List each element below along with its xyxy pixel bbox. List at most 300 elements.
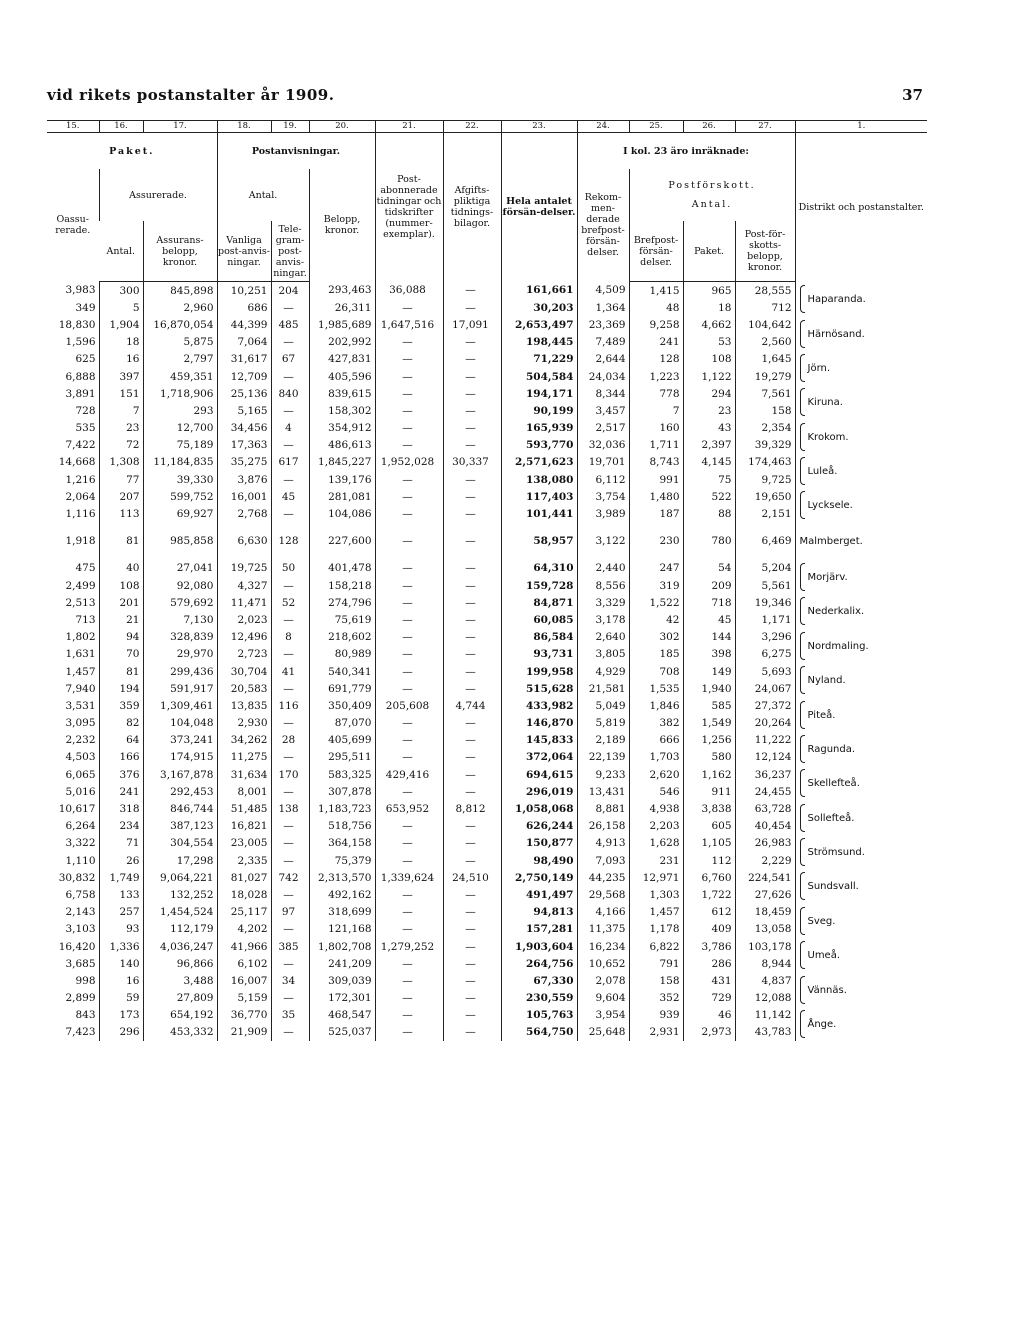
table-cell: 112,179	[143, 921, 217, 938]
brace-icon	[800, 597, 805, 625]
table-cell: 8,881	[577, 800, 629, 817]
table-cell: 24,510	[443, 869, 501, 886]
table-cell: 90,199	[501, 402, 577, 419]
table-cell: 231	[629, 852, 683, 869]
table-cell: 18,459	[735, 904, 795, 921]
table-cell: 1,845,227	[309, 454, 375, 471]
district-name: Umeå.	[807, 950, 841, 962]
table-cell: 1,522	[629, 594, 683, 611]
table-cell: 40	[99, 560, 143, 577]
district-cell	[795, 420, 927, 454]
table-cell: 121,168	[309, 921, 375, 938]
table-cell: 1,339,624	[375, 869, 443, 886]
table-cell: 281,081	[309, 488, 375, 505]
table-cell: 778	[629, 385, 683, 402]
district-name: Nyland.	[807, 675, 846, 687]
spacer-cell	[99, 550, 143, 560]
table-cell: 2,313,570	[309, 869, 375, 886]
table-cell: 1,336	[99, 938, 143, 955]
table-cell: 11,142	[735, 1007, 795, 1024]
postal-table	[47, 120, 927, 1041]
table-row	[47, 560, 927, 577]
table-cell: 64	[99, 732, 143, 749]
table-cell: 1,940	[683, 680, 735, 697]
table-cell: 108	[99, 577, 143, 594]
table-cell: —	[271, 505, 309, 522]
table-cell: 2,517	[577, 420, 629, 437]
header-distrikt: Distrikt och postanstalter.	[795, 133, 927, 282]
table-cell: 742	[271, 869, 309, 886]
table-cell: 20,264	[735, 715, 795, 732]
header-rekommenderade: Rekom-men-derade brefpost-försän-delser.	[577, 169, 629, 282]
table-cell: 6,264	[65, 820, 96, 833]
table-cell: 3,167,878	[143, 766, 217, 783]
table-cell: 34,456	[217, 420, 271, 437]
table-cell: 108	[683, 351, 735, 368]
table-cell: 840	[271, 385, 309, 402]
table-cell: 31,634	[217, 766, 271, 783]
table-cell: 2,064	[65, 490, 96, 503]
table-cell: —	[443, 611, 501, 628]
table-cell: 145,833	[501, 732, 577, 749]
table-cell: 1,749	[99, 869, 143, 886]
table-cell: 939	[629, 1007, 683, 1024]
table-cell: 2,750,149	[501, 869, 577, 886]
table-cell: 475	[75, 562, 96, 575]
table-cell: 2,499	[65, 579, 96, 592]
table-cell: 8,556	[577, 577, 629, 594]
table-cell: 843	[75, 1009, 96, 1022]
table-cell: 8	[271, 629, 309, 646]
table-cell: 116	[271, 697, 309, 714]
brace-icon	[800, 388, 805, 416]
district-name: Strömsund.	[807, 847, 865, 858]
district-cell	[795, 351, 927, 385]
table-cell: 7,422	[65, 439, 96, 452]
table-cell: —	[375, 368, 443, 385]
table-cell: 139,176	[309, 471, 375, 488]
table-cell: 173	[99, 1007, 143, 1024]
table-cell: 1,364	[577, 299, 629, 316]
table-cell: 9,725	[735, 471, 795, 488]
header-antal: Antal.	[217, 169, 309, 221]
table-cell: —	[443, 732, 501, 749]
page-header	[47, 86, 923, 106]
district-name: Nordmaling.	[807, 640, 869, 652]
spacer-cell	[309, 523, 375, 533]
table-cell: 515,628	[501, 680, 577, 697]
table-cell: —	[443, 663, 501, 680]
table-cell: 52	[271, 594, 309, 611]
table-cell: 612	[683, 904, 735, 921]
table-cell: 10,251	[217, 282, 271, 300]
table-cell: —	[375, 732, 443, 749]
table-cell: 93,731	[501, 646, 577, 663]
table-cell: 32,036	[577, 437, 629, 454]
table-cell: 3,095	[65, 717, 96, 730]
table-cell: 21,909	[217, 1024, 271, 1041]
table-cell: 2,768	[217, 505, 271, 522]
table-cell: 6,760	[683, 869, 735, 886]
table-cell: 3,178	[577, 611, 629, 628]
table-cell: 187	[629, 505, 683, 522]
table-cell: 2,723	[217, 646, 271, 663]
table-cell: 34,262	[217, 732, 271, 749]
spacer-cell	[47, 523, 99, 533]
table-cell: 518,756	[309, 818, 375, 835]
table-cell: 30,203	[501, 299, 577, 316]
table-cell: 72	[99, 437, 143, 454]
table-cell: 17,091	[443, 316, 501, 333]
table-cell: 5,165	[217, 402, 271, 419]
table-cell: 309,039	[309, 972, 375, 989]
table-cell: —	[375, 385, 443, 402]
district-name: Vännäs.	[807, 984, 847, 996]
table-cell: 104,086	[309, 505, 375, 522]
header-post-abonnerade: Post-abonnerade tidningar och tidskrifter (nummer-exemplar).	[375, 133, 443, 282]
spacer-cell	[443, 550, 501, 560]
table-cell: 5,016	[65, 785, 96, 798]
table-cell: 12,700	[143, 420, 217, 437]
table-cell: 25,648	[577, 1024, 629, 1041]
spacer-cell	[795, 523, 927, 533]
table-cell: 319	[629, 577, 683, 594]
district-name: Jörn.	[807, 362, 831, 374]
table-cell: 23,005	[217, 835, 271, 852]
brace-icon	[800, 907, 805, 935]
table-cell: 48	[629, 299, 683, 316]
table-cell: 6,888	[65, 370, 96, 383]
colnum-1: 1.	[795, 121, 927, 133]
table-cell: —	[375, 334, 443, 351]
spacer-cell	[375, 523, 443, 533]
table-cell: 626,244	[501, 818, 577, 835]
table-cell: 691,779	[309, 680, 375, 697]
table-cell: —	[375, 402, 443, 419]
table-row	[47, 594, 927, 611]
table-cell: 14,668	[58, 456, 96, 469]
table-cell: 19,279	[735, 368, 795, 385]
brace-icon	[800, 491, 805, 519]
table-cell: 44,235	[577, 869, 629, 886]
table-cell: 2,232	[65, 734, 96, 747]
table-cell: 117,403	[501, 488, 577, 505]
spacer-cell	[375, 550, 443, 560]
table-cell: 713	[75, 613, 96, 626]
district-name: Luleå.	[807, 466, 838, 478]
table-cell: 398	[683, 646, 735, 663]
table-cell: 174,915	[143, 749, 217, 766]
table-cell: 150,877	[501, 835, 577, 852]
table-cell: 546	[629, 783, 683, 800]
table-cell: —	[375, 715, 443, 732]
table-cell: 3,805	[577, 646, 629, 663]
table-cell: —	[271, 921, 309, 938]
district-cell	[795, 594, 927, 628]
table-cell: —	[271, 577, 309, 594]
table-cell: 8,001	[217, 783, 271, 800]
table-cell: 387,123	[143, 818, 217, 835]
table-row	[47, 663, 927, 680]
district-cell	[795, 869, 927, 903]
table-cell: —	[375, 299, 443, 316]
colnum-26: 26.	[683, 121, 735, 133]
table-cell: —	[443, 533, 501, 550]
colnum-16: 16.	[99, 121, 143, 133]
spacer-cell	[143, 523, 217, 533]
brace-icon	[800, 1010, 805, 1038]
table-cell: 4	[271, 420, 309, 437]
table-cell: 654,192	[143, 1007, 217, 1024]
table-cell: 5,561	[735, 577, 795, 594]
table-cell: 1,058,068	[501, 800, 577, 817]
table-cell: 92,080	[143, 577, 217, 594]
table-cell: 12,088	[735, 990, 795, 1007]
table-cell: 7	[99, 402, 143, 419]
table-cell: 34	[271, 972, 309, 989]
table-cell: 140	[99, 955, 143, 972]
table-cell: 6,112	[577, 471, 629, 488]
table-cell: 87,070	[309, 715, 375, 732]
table-cell: 18,028	[217, 886, 271, 903]
table-cell: 6,102	[217, 955, 271, 972]
table-cell: 1,480	[629, 488, 683, 505]
table-cell: 1,535	[629, 680, 683, 697]
table-cell: 24,455	[735, 783, 795, 800]
table-cell: 4,509	[577, 282, 629, 300]
table-cell: 4,327	[217, 577, 271, 594]
running-title: vid rikets postanstalter år 1909.	[47, 86, 335, 104]
table-cell: 1,457	[629, 904, 683, 921]
table-cell: 780	[683, 533, 735, 550]
table-cell: —	[271, 334, 309, 351]
table-cell: 241,209	[309, 955, 375, 972]
table-cell: 540,341	[309, 663, 375, 680]
district-name: Krokom.	[807, 431, 849, 443]
district-cell	[795, 732, 927, 766]
table-cell: 3,876	[217, 471, 271, 488]
table-cell: 3,786	[683, 938, 735, 955]
table-cell: 4,166	[577, 904, 629, 921]
table-cell: —	[375, 505, 443, 522]
table-cell: 6,469	[735, 533, 795, 550]
table-row	[47, 766, 927, 783]
table-cell: 2,189	[577, 732, 629, 749]
table-cell: 172,301	[309, 990, 375, 1007]
table-cell: 293	[143, 402, 217, 419]
table-row	[47, 800, 927, 817]
table-cell: 18	[99, 334, 143, 351]
brace-icon	[800, 666, 805, 694]
table-cell: 13,431	[577, 783, 629, 800]
table-cell: 198,445	[501, 334, 577, 351]
table-cell: 372,064	[501, 749, 577, 766]
spacer-cell	[629, 523, 683, 533]
table-cell: —	[375, 420, 443, 437]
table-cell: 112	[683, 852, 735, 869]
table-cell: 3,296	[735, 629, 795, 646]
table-cell: 1,918	[65, 535, 96, 548]
table-cell: 185	[629, 646, 683, 663]
table-cell: 2,229	[735, 852, 795, 869]
header-assurans-belopp: Assurans-belopp, kronor.	[143, 221, 217, 282]
table-cell: —	[443, 420, 501, 437]
table-cell: 1,303	[629, 886, 683, 903]
table-cell: 31,617	[217, 351, 271, 368]
table-cell: 45	[683, 611, 735, 628]
table-row	[47, 351, 927, 368]
table-cell: 24,034	[577, 368, 629, 385]
table-cell: 6,065	[65, 768, 96, 781]
table-cell: 10,617	[58, 803, 96, 816]
table-cell: —	[271, 715, 309, 732]
table-cell: 2,354	[735, 420, 795, 437]
table-cell: 40,454	[735, 818, 795, 835]
table-cell: 23	[683, 402, 735, 419]
district-name: Lycksele.	[807, 500, 853, 512]
table-cell: 12,971	[629, 869, 683, 886]
table-cell: 241	[629, 334, 683, 351]
table-cell: 257	[99, 904, 143, 921]
column-numbers-row	[47, 121, 927, 133]
brace-icon	[800, 976, 805, 1004]
table-cell: 8,812	[443, 800, 501, 817]
table-cell: —	[271, 886, 309, 903]
table-cell: 431	[683, 972, 735, 989]
table-cell: 194	[99, 680, 143, 697]
spacer-cell	[795, 550, 927, 560]
colnum-22: 22.	[443, 121, 501, 133]
colnum-25: 25.	[629, 121, 683, 133]
table-cell: —	[375, 629, 443, 646]
table-cell: —	[443, 680, 501, 697]
table-cell: 13,058	[735, 921, 795, 938]
table-cell: —	[443, 505, 501, 522]
table-cell: —	[443, 886, 501, 903]
table-cell: 97	[271, 904, 309, 921]
table-cell: 82	[99, 715, 143, 732]
colnum-17: 17.	[143, 121, 217, 133]
table-cell: 1,549	[683, 715, 735, 732]
district-name: Skellefteå.	[807, 778, 860, 790]
table-cell: 54	[683, 560, 735, 577]
table-cell: —	[443, 972, 501, 989]
district-name: Piteå.	[807, 709, 836, 721]
table-cell: 2,203	[629, 818, 683, 835]
district-cell	[795, 766, 927, 800]
district-cell	[795, 938, 927, 972]
table-cell: —	[375, 783, 443, 800]
table-cell: 405,596	[309, 368, 375, 385]
table-cell: 19,650	[735, 488, 795, 505]
table-cell: 7,423	[65, 1026, 96, 1039]
table-cell: 20,583	[217, 680, 271, 697]
table-row	[47, 1007, 927, 1024]
table-cell: 4,938	[629, 800, 683, 817]
table-cell: 318	[99, 800, 143, 817]
table-cell: 791	[629, 955, 683, 972]
table-cell: 26,311	[309, 299, 375, 316]
table-cell: 88	[683, 505, 735, 522]
table-cell: 3,322	[65, 837, 96, 850]
table-cell: 373,241	[143, 732, 217, 749]
district-name: Haparanda.	[807, 293, 866, 305]
spacer-cell	[577, 523, 629, 533]
table-cell: 318,699	[309, 904, 375, 921]
table-cell: 201	[99, 594, 143, 611]
table-cell: 1,415	[629, 282, 683, 300]
district-name: Sveg.	[807, 915, 836, 927]
table-cell: 405,699	[309, 732, 375, 749]
table-cell: 3,122	[577, 533, 629, 550]
table-cell: 149	[683, 663, 735, 680]
table-cell: 199,958	[501, 663, 577, 680]
table-cell: 75,379	[309, 852, 375, 869]
table-cell: —	[443, 577, 501, 594]
table-cell: 204	[271, 282, 309, 300]
table-cell: 292,453	[143, 783, 217, 800]
table-cell: 30,704	[217, 663, 271, 680]
table-cell: 36,237	[735, 766, 795, 783]
brace-icon	[800, 423, 805, 451]
table-cell: 19,725	[217, 560, 271, 577]
spacer-cell	[217, 523, 271, 533]
header-afgiftspliktiga: Afgifts-pliktiga tidnings-bilagor.	[443, 133, 501, 282]
table-cell: 2,023	[217, 611, 271, 628]
table-cell: —	[443, 282, 501, 300]
table-cell: —	[271, 646, 309, 663]
table-cell: 17,298	[143, 852, 217, 869]
table-cell: 53	[683, 334, 735, 351]
table-cell: 1,952,028	[375, 454, 443, 471]
table-cell: 9,233	[577, 766, 629, 783]
table-cell: 146,870	[501, 715, 577, 732]
table-cell: 45	[271, 488, 309, 505]
table-cell: —	[375, 818, 443, 835]
table-cell: 3,838	[683, 800, 735, 817]
table-cell: 75,619	[309, 611, 375, 628]
table-cell: 11,471	[217, 594, 271, 611]
table-cell: 2,620	[629, 766, 683, 783]
table-cell: 1,457	[65, 665, 96, 678]
table-cell: 965	[683, 282, 735, 300]
brace-icon	[800, 941, 805, 969]
table-cell: —	[375, 835, 443, 852]
table-cell: 7	[629, 402, 683, 419]
table-cell: 30,337	[443, 454, 501, 471]
table-row	[47, 972, 927, 989]
table-cell: 3,103	[65, 923, 96, 936]
table-cell: 991	[629, 471, 683, 488]
table-cell: 16	[99, 972, 143, 989]
table-cell: 8,344	[577, 385, 629, 402]
table-cell: 16,420	[58, 940, 96, 953]
table-cell: 486,613	[309, 437, 375, 454]
table-cell: —	[443, 955, 501, 972]
table-cell: 158,218	[309, 577, 375, 594]
table-cell: 63,728	[735, 800, 795, 817]
table-cell: 3,329	[577, 594, 629, 611]
table-cell: 23	[99, 420, 143, 437]
table-cell: 653,952	[375, 800, 443, 817]
table-cell: —	[443, 629, 501, 646]
table-row	[47, 869, 927, 886]
table-cell: 846,744	[143, 800, 217, 817]
table-cell: 71	[99, 835, 143, 852]
table-cell: —	[443, 921, 501, 938]
table-cell: —	[443, 938, 501, 955]
table-cell: 64,310	[501, 560, 577, 577]
